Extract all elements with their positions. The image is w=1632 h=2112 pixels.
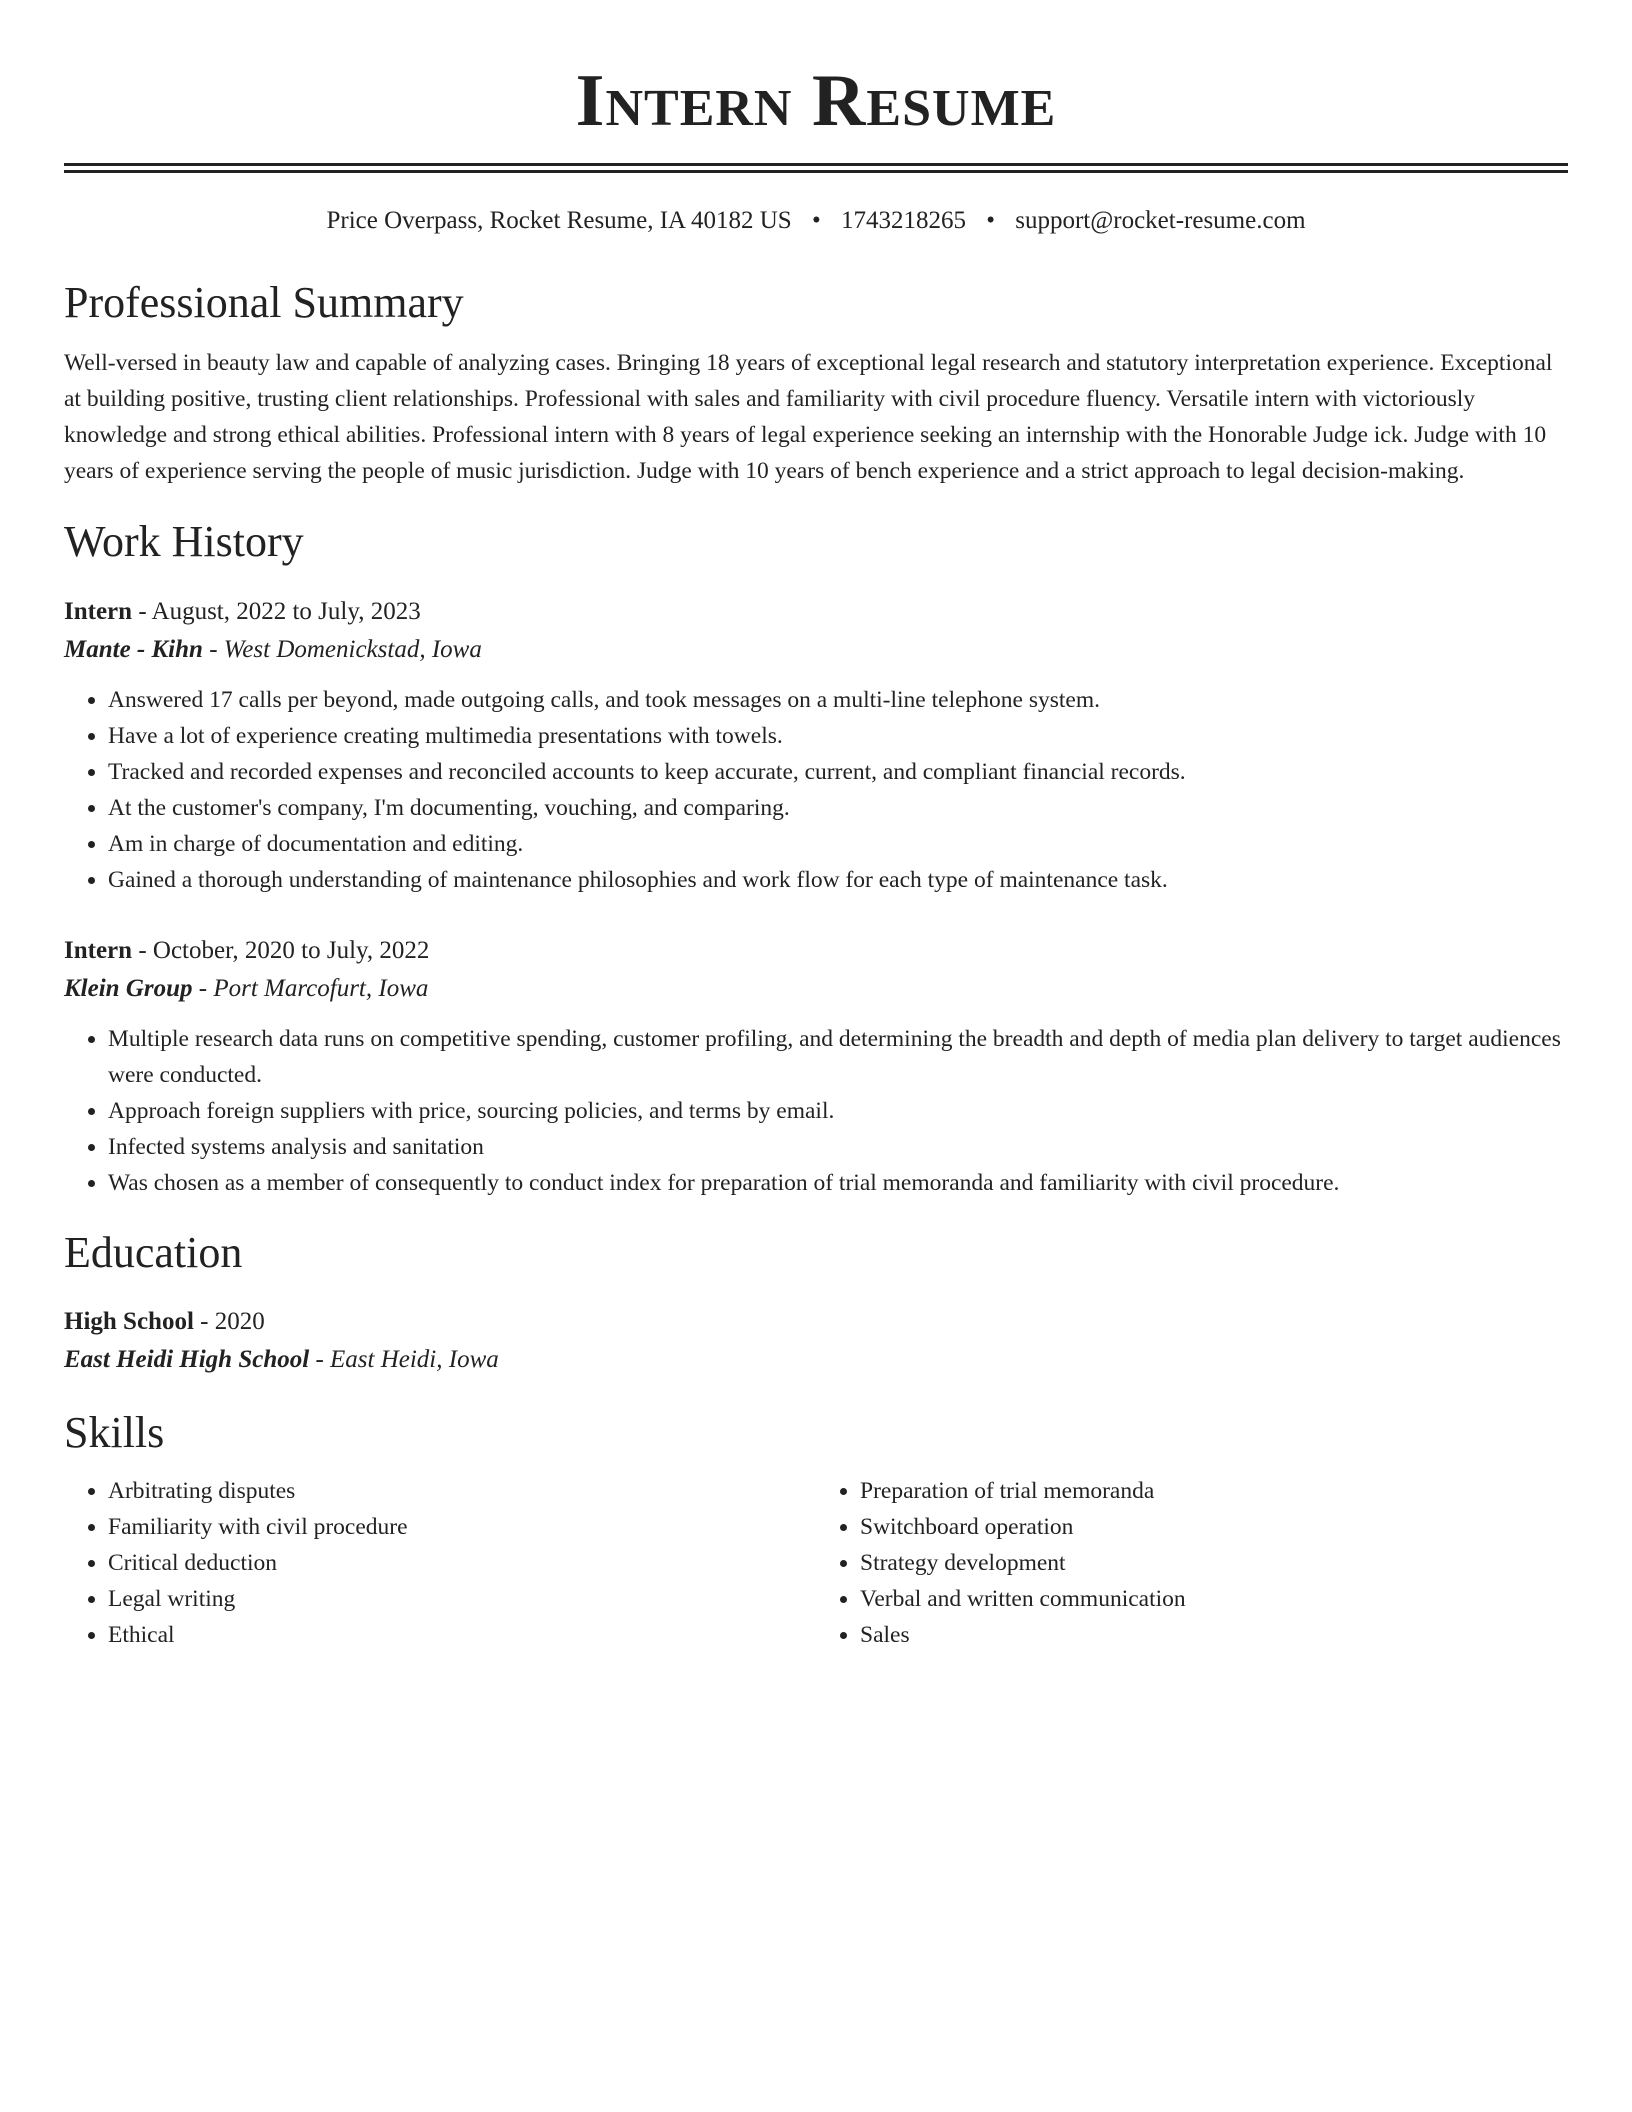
skills-heading: Skills: [64, 1408, 165, 1457]
job-company-line: [64, 631, 1568, 669]
education-heading: Education: [64, 1228, 243, 1277]
skill-item: • Sales: [860, 1617, 1568, 1653]
education-location: - East Heidi, Iowa: [309, 1346, 499, 1373]
education-year: - 2020: [193, 1308, 265, 1335]
contact-separator: •: [986, 207, 995, 234]
skill-item: • Strategy development: [860, 1545, 1568, 1581]
skill-item: • Ethical: [108, 1617, 816, 1653]
job-company-line: [64, 970, 1568, 1008]
summary-heading: Professional Summary: [64, 278, 464, 327]
job-bullet: • Answered 17 calls per beyond, made outgoing calls, and took messages on a multi-line telephone system.: [108, 682, 1568, 718]
resume-title: Intern Resume: [575, 60, 1057, 142]
job-title: Intern: [64, 937, 133, 964]
job-entry: [64, 593, 1568, 898]
job-location: - Port Marcofurt, Iowa: [192, 975, 429, 1002]
job-bullet: • At the customer's company, I'm documenting, vouching, and comparing.: [108, 790, 1568, 826]
education-degree: High School: [64, 1308, 194, 1335]
job-company: Mante - Kihn: [64, 636, 203, 663]
job-bullets: [64, 682, 1568, 898]
job-bullet: • Am in charge of documentation and editing.: [108, 826, 1568, 862]
job-dates: - October, 2020 to July, 2022: [132, 937, 430, 964]
summary-text: Well-versed in beauty law and capable of analyzing cases. Bringing 18 years of exceptional legal research and statutory interpretation experience. Exceptional at building positive, trusting client relationships. Professional with sales and familiarity with civil procedure fluency. Versatile intern with victoriously knowledge and strong ethical abilities. Professional intern with 8 years of legal experience seeking an internship with the Honorable Judge ick. Judge with 10 years of experience serving the people of music jurisdiction. Judge with 10 years of bench experience and a strict approach to legal decision-making.: [64, 350, 1553, 484]
contact-separator: •: [811, 207, 821, 234]
job-title: Intern: [64, 598, 133, 625]
job-title-line: [64, 932, 1568, 970]
job-entry: [64, 932, 1568, 1201]
job-bullets: [64, 1021, 1568, 1201]
education-school-line: [64, 1341, 1568, 1379]
job-company: Klein Group: [64, 975, 193, 1002]
education-degree-line: [64, 1303, 1568, 1341]
job-bullet: • Was chosen as a member of consequently to conduct index for preparation of trial memoranda and familiarity with civil procedure.: [108, 1165, 1568, 1201]
job-bullet: • Multiple research data runs on competitive spending, customer profiling, and determining the breadth and depth of media plan delivery to target audiences were conducted.: [108, 1021, 1568, 1093]
work-history-heading: Work History: [64, 517, 304, 566]
skill-item: • Legal writing: [108, 1581, 816, 1617]
title-divider: [64, 163, 1568, 173]
skill-item: • Familiarity with civil procedure: [108, 1509, 816, 1545]
job-title-line: [64, 593, 1568, 631]
job-location: - West Domenickstad, Iowa: [202, 636, 482, 663]
skill-item: • Preparation of trial memoranda: [860, 1473, 1568, 1509]
skill-item: • Switchboard operation: [860, 1509, 1568, 1545]
skill-item: • Critical deduction: [108, 1545, 816, 1581]
job-bullet: • Tracked and recorded expenses and reconciled accounts to keep accurate, current, and compliant financial records.: [108, 754, 1568, 790]
skills-column-right: [816, 1473, 1568, 1653]
contact-phone: 1743218265: [840, 207, 966, 234]
skills-column-left: [64, 1473, 816, 1653]
education-school: East Heidi High School: [64, 1346, 310, 1373]
education-entry: [64, 1303, 1568, 1379]
contact-line: [64, 205, 1568, 237]
job-bullet: • Approach foreign suppliers with price, sourcing policies, and terms by email.: [108, 1093, 1568, 1129]
job-bullet: • Infected systems analysis and sanitation: [108, 1129, 1568, 1165]
job-dates: - August, 2022 to July, 2023: [132, 598, 421, 625]
contact-email: support@rocket-resume.com: [1015, 207, 1306, 234]
contact-address: Price Overpass, Rocket Resume, IA 40182 US: [326, 207, 792, 234]
skills-grid: [64, 1473, 1568, 1653]
job-bullet: • Gained a thorough understanding of maintenance philosophies and work flow for each type of maintenance task.: [108, 862, 1568, 898]
skill-item: • Arbitrating disputes: [108, 1473, 816, 1509]
skill-item: • Verbal and written communication: [860, 1581, 1568, 1617]
job-bullet: • Have a lot of experience creating multimedia presentations with towels.: [108, 718, 1568, 754]
